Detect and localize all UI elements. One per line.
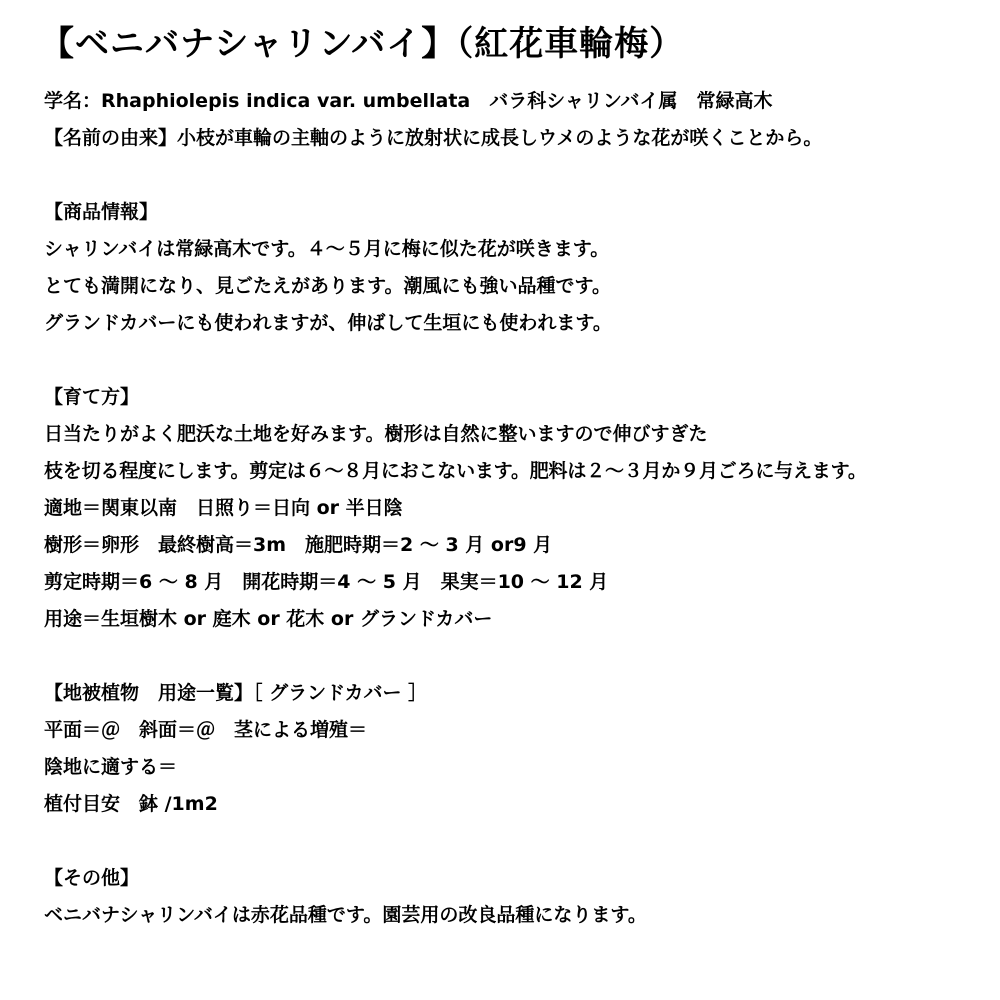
- name-origin: 【名前の由来】小枝が車輪の主軸のように放射状に成長しウメのような花が咲くことから。: [44, 127, 823, 149]
- care-line: 枝を切る程度にします。剪定は６～８月におこないます。肥料は２～３月か９月ごろに与えます。: [44, 460, 867, 482]
- care-line: 樹形＝卵形 最終樹高＝3m 施肥時期＝2 ～ 3 月 or9 月: [44, 534, 553, 556]
- product-info-heading: 【商品情報】: [44, 201, 159, 223]
- care-heading: 【育て方】: [44, 386, 140, 408]
- scientific-name: 学名：Rhaphiolepis indica var. umbellata バラ科シャリンバイ属 常緑高木: [44, 90, 773, 112]
- product-info-line: シャリンバイは常緑高木です。４～５月に梅に似た花が咲きます。: [44, 238, 610, 260]
- ground-cover-line: 植付目安 鉢 /1m2: [44, 793, 218, 815]
- care-line: 用途＝生垣樹木 or 庭木 or 花木 or グランドカバー: [44, 608, 493, 630]
- other-heading: 【その他】: [44, 867, 140, 889]
- care-line: 日当たりがよく肥沃な土地を好みます。樹形は自然に整いますので伸びすぎた: [44, 423, 708, 445]
- product-info-line: グランドカバーにも使われますが、伸ばして生垣にも使われます。: [44, 312, 612, 334]
- care-line: 剪定時期＝6 ～ 8 月 開花時期＝4 ～ 5 月 果実＝10 ～ 12 月: [44, 571, 609, 593]
- other-line: ベニバナシャリンバイは赤花品種です。園芸用の改良品種になります。: [44, 904, 647, 926]
- product-info-line: とても満開になり、見ごたえがあります。潮風にも強い品種です。: [44, 275, 611, 297]
- page-title: 【ベニバナシャリンバイ】（紅花車輪梅）: [40, 24, 685, 64]
- care-line: 適地＝関東以南 日照り＝日向 or 半日陰: [44, 497, 403, 519]
- ground-cover-heading: 【地被植物 用途一覧】［ グランドカバー ］: [44, 682, 428, 704]
- ground-cover-line: 平面＝＠ 斜面＝＠ 茎による増殖＝: [44, 719, 368, 741]
- ground-cover-line: 陰地に適する＝: [44, 756, 178, 778]
